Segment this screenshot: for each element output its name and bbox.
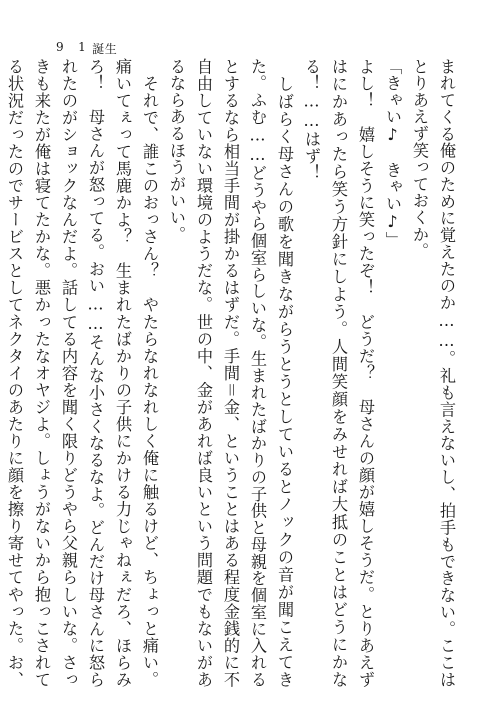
chapter-heading	[78, 40, 117, 57]
page-header	[56, 40, 117, 57]
paragraph: まれてくる俺のために覚えたのか……。礼も言えないし、拍手もできない。ここはとりあえず笑っておくか。	[410, 58, 456, 688]
paragraph: 「きゃい♪ きゃい♪」	[383, 58, 402, 249]
chapter-number: 1	[78, 40, 87, 54]
paragraph: それで、誰このおっさん？ やたらなれなれしく俺に触るけど、ちょっと痛い。痛いてぇって馬鹿かよ？ 生まれたばかりの子供にかける力じゃねぇだろ、ほらみろ！ 母さんが怒ってる。おい……そんな小さくなるなよ。どんだけ母さんに怒られたのがショックなんだよ。話してる内容を聞く限りどうやら父親らしいな。さっきも来たが俺は寝てたかな。悪かったなオヤジよ。しょうがないから抱っこされてる状況だったのでサービスとしてネクタイのあたりに顔を擦り寄せてやった。お、	[5, 58, 159, 688]
vertical-body-text	[5, 58, 460, 688]
paragraph: よし！ 嬉しそうに笑ったぞ！ どうだ？ 母さんの顔が嬉しそうだ。とりあえずはにかあったら笑う方針にしよう。人間笑顔をみせれば大抵のことはどうにかなる！……はず！	[302, 58, 375, 688]
page-number: 9	[56, 40, 65, 54]
chapter-title: 誕生	[92, 42, 118, 56]
paragraph: しばらく母さんの歌を聞きながらうとうとしているとノックの音が聞こえてきた。ふむ……どうやら個室らしいな。生まれたばかりの子供と母親を個室に入れるとするなら相当手間が掛かるはずだ。手間＝金、ということはある程度金銭的に不自由していない環境のようだな。世の中、金があれば良いという問題でもないがあるならあるほうがいい。	[167, 58, 294, 688]
